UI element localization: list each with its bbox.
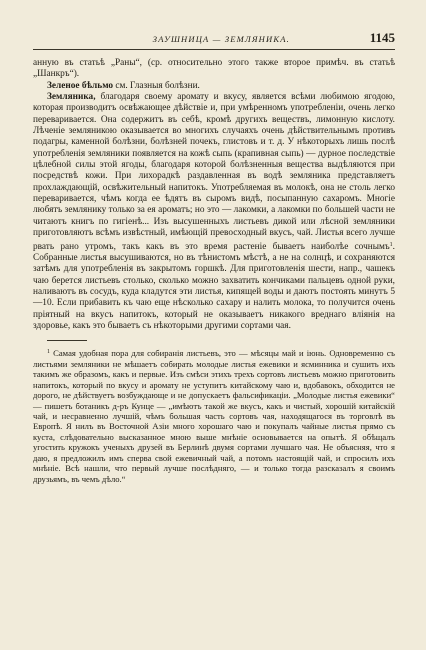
page-number: 1145 bbox=[369, 30, 395, 45]
paragraph-entry bbox=[33, 81, 395, 92]
paragraph-text: см. Глазныя болѣзни. bbox=[113, 80, 200, 91]
header-rule bbox=[33, 49, 395, 50]
paragraph-text: анную въ статьѣ „Раны“, (ср. относительно этого также второе примѣч. въ статьѣ „Шанкръ“). bbox=[33, 58, 395, 80]
paragraph-continuation bbox=[33, 58, 395, 81]
footnote-marker: 1 bbox=[47, 349, 50, 356]
book-page bbox=[33, 30, 395, 484]
paragraph-text-part: благодаря своему аромату и вкусу, является всѣми любимою ягодою, которая производитъ освѣжающее дѣйствіе и, при умѣренномъ употребленіи, очень легко переваривается. Она содержитъ въ себѣ, кромѣ другихъ веществъ, лимонную кислоту. Лѣченіе земляникою оказывается во многихъ случаяхъ очень дѣйствительнымъ противъ подагры, каменной болѣзни, болѣзней почекъ, глистовъ и т. д. У нѣкоторыхъ лишь послѣ употребленія земляники появляется на кожѣ сыпь (крапивная сыпь) — дурное последствіе цѣлебной силы этой ягоды, благодаря которой болѣзненныя вещества выдѣляются при посредствѣ кожи. При лихорадкѣ раздавленная въ водѣ земляника представляетъ прохлаждающій, освѣжительный напитокъ. Употребляемая въ молокѣ, она не столь легко переваривается, чѣмъ когда ее ѣдятъ въ сыромъ видѣ, посыпанную сахаромъ. Многіе любятъ землянику только за ея ароматъ; но это — лакомки, а лакомки по большей части не читаютъ книгъ по гигіенѣ... Изъ высушенныхъ листьевъ дикой или лѣсной земляники приготовляютъ всѣмъ извѣстный, имѣющій превосходный вкусъ, чай. Листья всего лучше рвать рано утромъ, такъ какъ въ это время растеніе бываетъ наиболѣе сочнымъ bbox=[33, 92, 395, 252]
paragraph-text-part: . Собранные листья высушиваются, но въ тѣнистомъ мѣстѣ, а не на солнцѣ, и сохраняются затѣмъ для употребленія въ закрытомъ горшкѣ. Для приготовленія шести, напр., чашекъ чаю берется листьевъ столько, сколько можно захватить кончиками пальцевъ одной руки, наливаютъ въ сосудъ, куда кладутся эти листья, кипящей воды и даютъ постоять минутъ 5—10. Если прибавить къ чаю еще нѣсколько сахару и налить молока, то получится очень пріятный на вкусъ напитокъ, который не оказываетъ никакого вреднаго вліянія на здоровье, какъ это бываетъ съ нѣкоторыми другими сортами чая. bbox=[33, 241, 395, 331]
main-text bbox=[33, 58, 395, 332]
paragraph-text bbox=[33, 92, 395, 331]
entry-heading: Зеленое бѣльмо bbox=[47, 80, 114, 91]
footnote-separator bbox=[47, 340, 87, 341]
running-title: ЗАУШНИЦА — ЗЕМЛЯНИКА. bbox=[152, 34, 290, 44]
paragraph-entry bbox=[33, 92, 395, 332]
running-header bbox=[33, 30, 395, 48]
footnote-reference: 1 bbox=[389, 241, 393, 248]
footnote-paragraph bbox=[33, 347, 395, 484]
footnote bbox=[33, 347, 395, 484]
footnote-text: Самая удобная пора для собиранія листьевъ, это — мѣсяцы май и іюнь. Одновременно съ листьями земляники не мѣшаетъ собирать молодые листья ежевики и ясминника и сушить ихъ такимъ же образомъ, какъ и первые. Изъ смѣси этихъ трехъ сортовъ листьевъ можно приготовить напитокъ, который по вкусу и аромату не уступитъ китайскому чаю и, вдобавокъ, обходится не дорого, не дѣйствуетъ возбуждающе и не допускаетъ фальсификаціи. „Молодые листья ежевики“ — пишетъ ботаникъ д-ръ Кунце — „имѣютъ такой же вкусъ, какъ и чистый, хорошій китайскій чай, и несравненно лучшій, чѣмъ большая часть сортовъ чая, находящагося въ торговлѣ въ Европѣ. Я нилъ въ Восточной Азіи много хорошаго чаю и покупалъ чайные листья прямо съ куста, слѣдовательно высказанное мною выше мнѣніе основывается на опытѣ. Я обѣщалъ угостить кружокъ ученыхъ друзей въ Берлинѣ двумя сортами лучшаго чая. Не объясняя, что я даю, я предложилъ имъ сперва свой ежевичный чай, а потомъ настоящій чай, и спросилъ ихъ мнѣніе. Всѣ нашли, что первый лучше послѣдняго, — и только тогда разсказалъ я своимъ друзьямъ, въ чемъ дѣло.“ bbox=[33, 348, 395, 484]
entry-heading: Земляника, bbox=[47, 92, 96, 103]
